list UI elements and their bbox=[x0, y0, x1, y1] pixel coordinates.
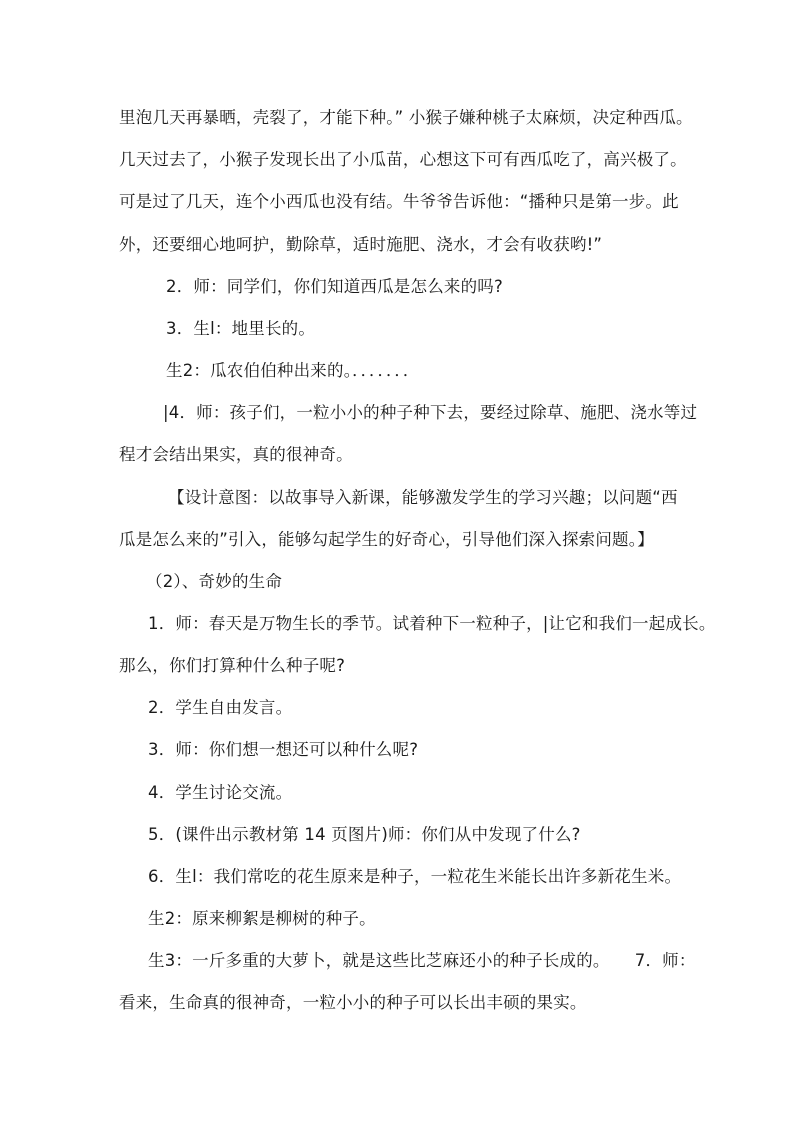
text-line: 生2：瓜农伯伯种出来的。．．．．．．． bbox=[166, 361, 420, 380]
text-line: 3．师：你们想一想还可以种什么呢? bbox=[148, 740, 419, 759]
text-line: 2．学生自由发言。 bbox=[148, 698, 293, 717]
text-line: 生2：原来柳絮是柳树的种子。 bbox=[148, 909, 376, 928]
text-line: 6．生l：我们常吃的花生原来是种子，一粒花生米能长出许多新花生米。 bbox=[148, 867, 682, 886]
text-line: 里泡几天再暴晒，壳裂了，才能下种。” 小猴子嫌种桃子太麻烦，决定种西瓜。 bbox=[119, 108, 693, 127]
text-line: 【设计意图：以故事导入新课，能够激发学生的学习兴趣；以问题“西 bbox=[168, 488, 678, 507]
text-line: |4．师：孩子们，一粒小小的种子种下去，要经过除草、施肥、浇水等过 bbox=[163, 403, 698, 422]
text-line: 程才会结出果实，真的很神奇。 bbox=[119, 445, 353, 464]
text-line: 5．(课件出示教材第 14 页图片)师：你们从中发现了什么? bbox=[148, 825, 581, 844]
text-line: 外，还要细心地呵护，勤除草，适时施肥、浇水，才会有收获哟!” bbox=[119, 235, 603, 254]
section-heading: （2）、奇妙的生命 bbox=[146, 572, 283, 591]
text-line: 2．师：同学们，你们知道西瓜是怎么来的吗? bbox=[166, 277, 503, 296]
text-line: 3．生l：地里长的。 bbox=[166, 319, 316, 338]
text-line: 可是过了几天，连个小西瓜也没有结。牛爷爷告诉他：“播种只是第一步。此 bbox=[119, 192, 679, 211]
text-line: 生3：一斤多重的大萝卜，就是这些比芝麻还小的种子长成的。 7．师： bbox=[148, 951, 696, 970]
text-line: 1．师：春天是万物生长的季节。试着种下一粒种子，|让它和我们一起成长。 bbox=[148, 614, 716, 633]
text-line: 4．学生讨论交流。 bbox=[148, 783, 293, 802]
text-line: 瓜是怎么来的”引入，能够勾起学生的好奇心，引导他们深入探索问题。】 bbox=[119, 530, 654, 549]
text-line: 几天过去了，小猴子发现长出了小瓜苗，心想这下可有西瓜吃了，高兴极了。 bbox=[119, 150, 687, 169]
text-line: 看来，生命真的很神奇，一粒小小的种子可以长出丰硕的果实。 bbox=[119, 993, 587, 1012]
text-line: 那么，你们打算种什么种子呢? bbox=[119, 656, 346, 675]
